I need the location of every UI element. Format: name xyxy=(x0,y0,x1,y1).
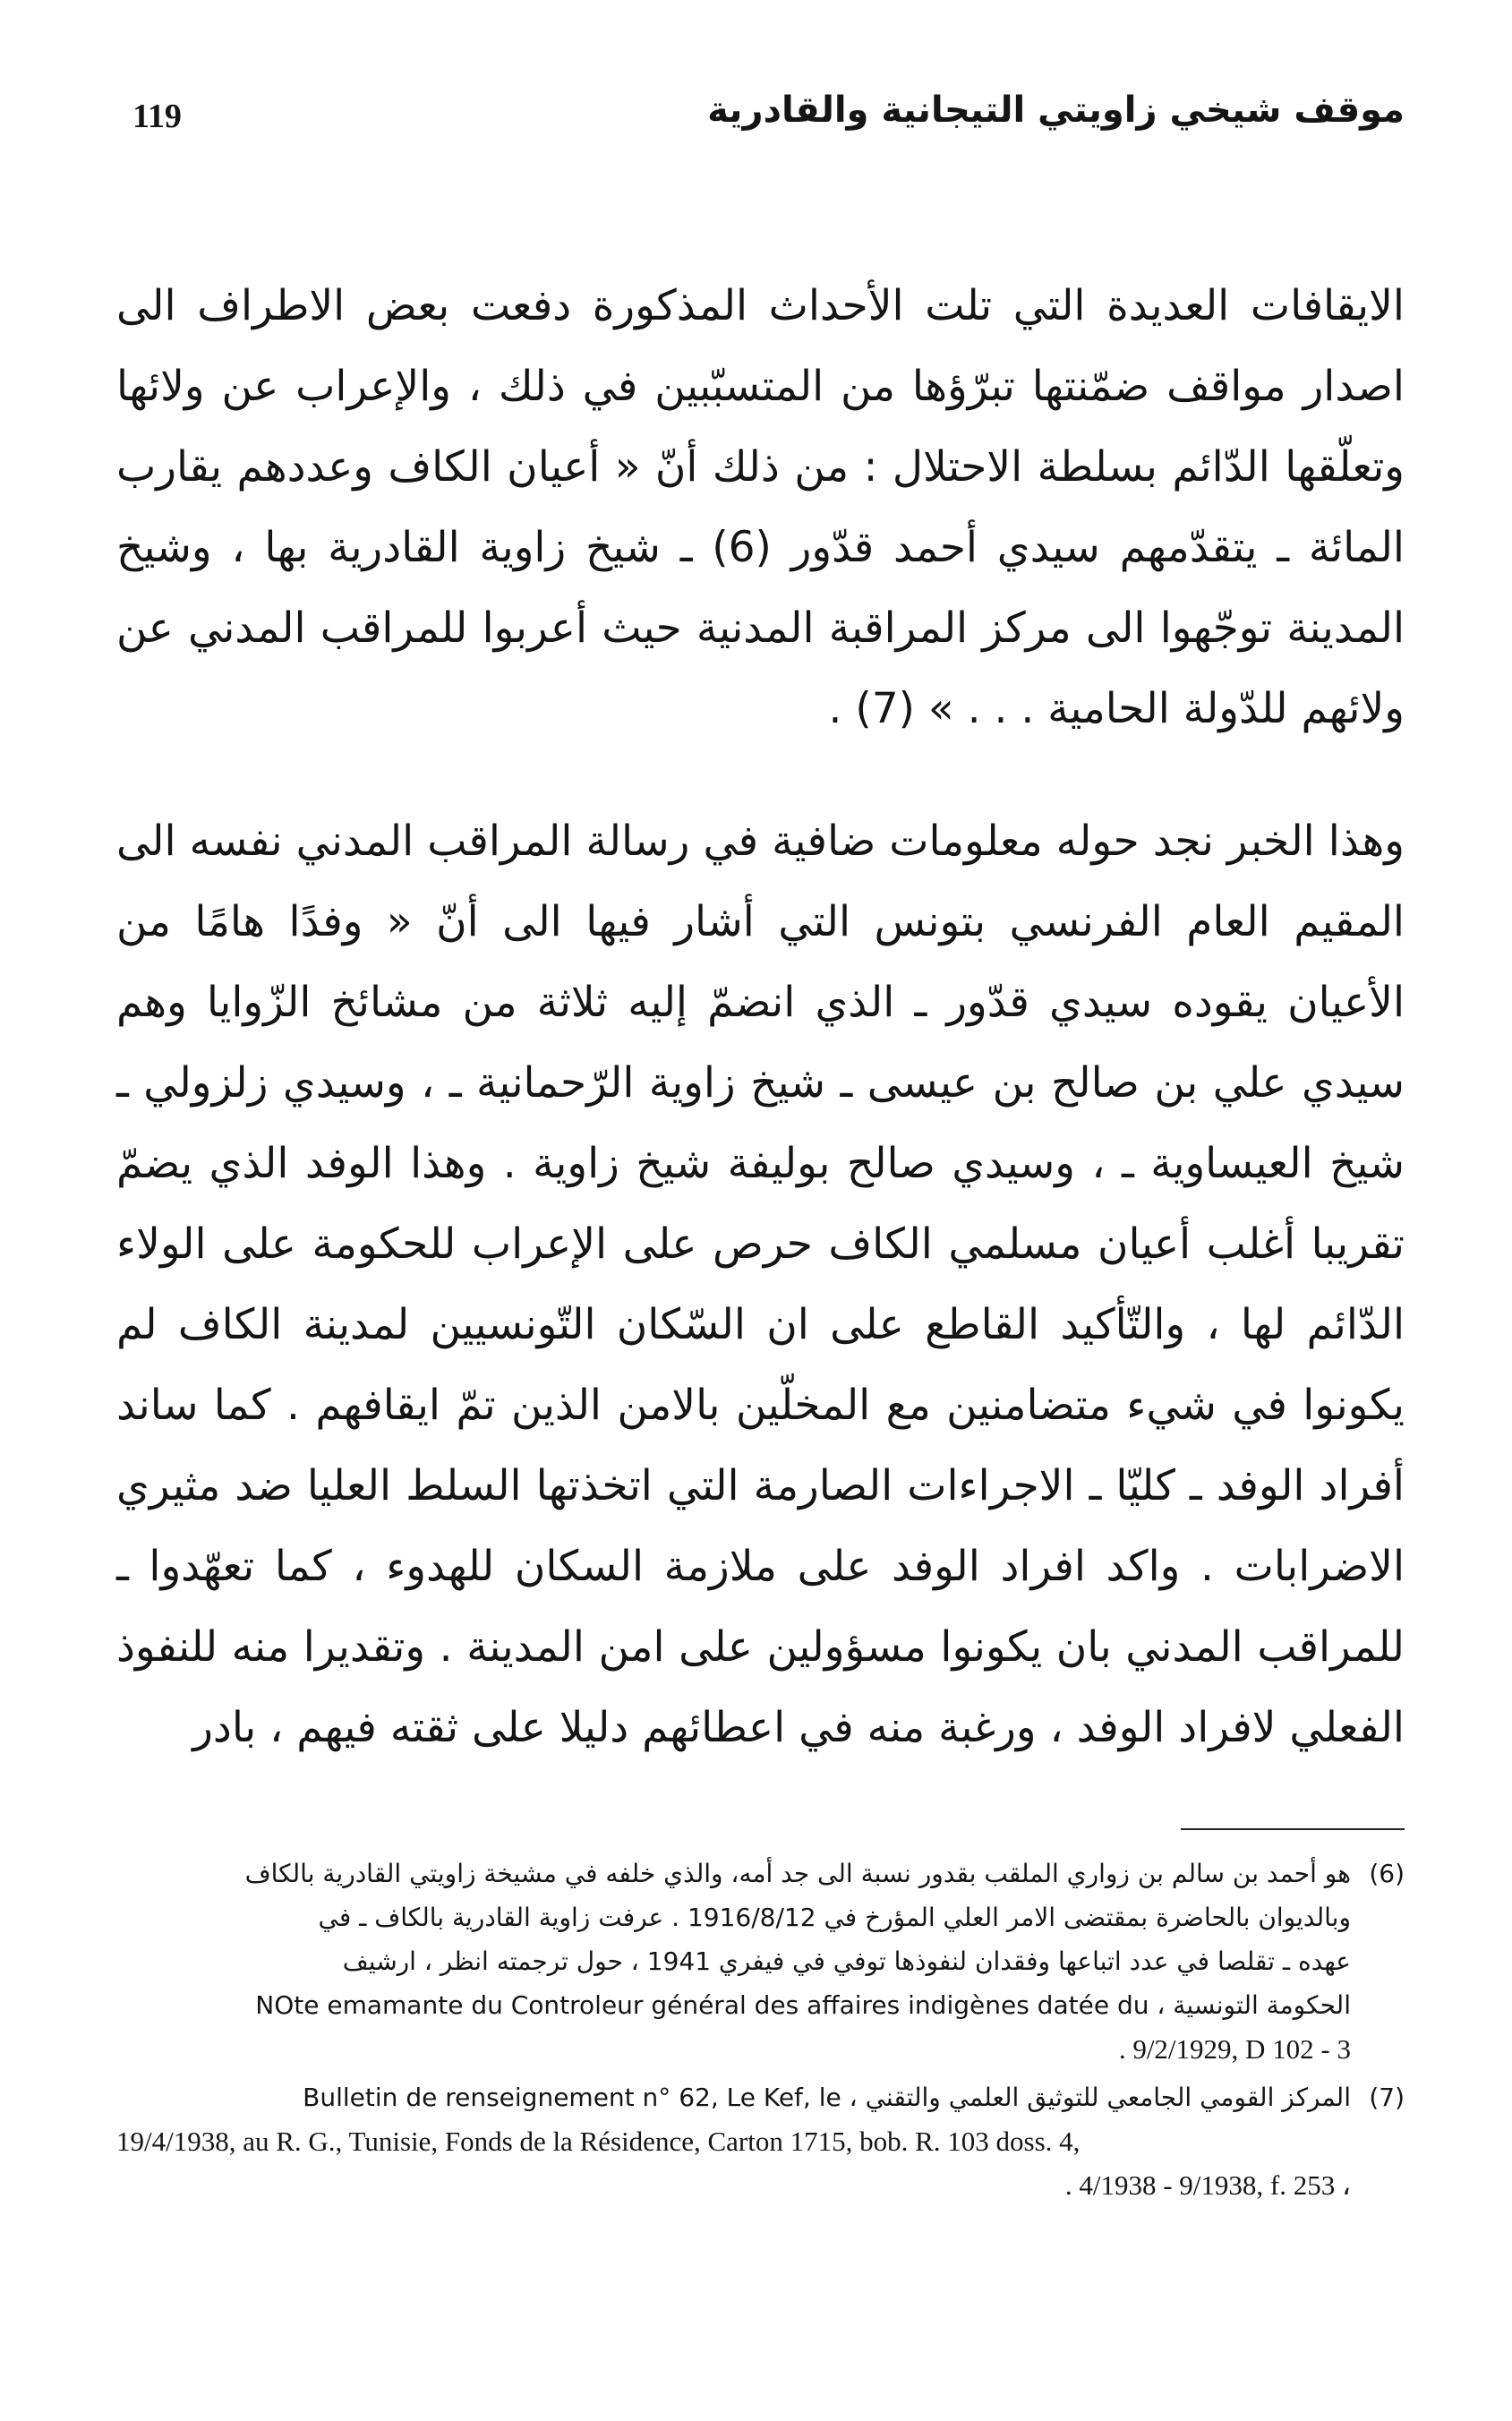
footnote-citation-line: 19/4/1938, au R. G., Tunisie, Fonds de la Résidence, Carton 1715, bob. R. 103 doss. 4, xyxy=(116,2126,1081,2157)
running-title: موقف شيخي زاويتي التيجانية والقادرية xyxy=(707,90,1405,131)
footnote-line: الحكومة التونسية ، NOte emamante du Controleur général des affaires indigènes datée du xyxy=(255,1990,1351,2020)
footnote-7 xyxy=(116,2075,1405,2207)
footnote-6 xyxy=(116,1852,1405,2071)
footnote-number: (6) xyxy=(1369,1859,1405,1888)
body-paragraph-2: وهذا الخبر نجد حوله معلومات ضافية في رسالة المراقب المدني نفسه الى المقيم العام الفرنسي بتونس التي أشار فيها الى أنّ « وفدًا هامًا من الأعيان يقوده سيدي قدّور ـ الذي انضمّ إليه ثلاثة من مشائخ الزّوايا وهم سيدي علي بن صالح بن عيسى ـ شيخ زاوية الرّحمانية ـ ، وسيدي زلزولي ـ شيخ العيساوية ـ ، وسيدي صالح بوليفة شيخ زاوية . وهذا الوفد الذي يضمّ تقريبا أغلب أعيان مسلمي الكاف حرص على الإعراب للحكومة على الولاء الدّائم لها ، والتّأكيد القاطع على ان السّكان التّونسيين لمدينة الكاف لم يكونوا في شيء متضامنين مع المخلّين بالامن الذين تمّ ايقافهم . كما ساند أفراد الوفد ـ كليّا ـ الاجراءات الصارمة التي اتخذتها السلط العليا ضد مثيري الاضرابات . واكد افراد الوفد على ملازمة السكان للهدوء ، كما تعهّدوا ـ للمراقب المدني بان يكونوا مسؤولين على امن المدينة . وتقديرا منه للنفوذ الفعلي لافراد الوفد ، ورغبة منه في اعطائهم دليلا على ثقته فيهم ، بادر xyxy=(116,817,1405,1752)
body-paragraph-1: الايقافات العديدة التي تلت الأحداث المذكورة دفعت بعض الاطراف الى اصدار مواقف ضمّنتها تبرّؤها من المتسبّبين في ذلك ، والإعراب عن ولائها وتعلّقها الدّائم بسلطة الاحتلال : من ذلك أنّ « أعيان الكاف وعددهم يقارب المائة ـ يتقدّمهم سيدي أحمد قدّور (6) ـ شيخ زاوية القادرية بها ، وشيخ المدينة توجّهوا الى مركز المراقبة المدنية حيث أعربوا للمراقب المدني عن ولائهم للدّولة الحامية . . . » (7) . xyxy=(116,281,1405,733)
footnote-line: المركز القومي الجامعي للتوثيق العلمي والتقني ، Bulletin de renseignement n° 62, Le Kef, le xyxy=(303,2083,1351,2112)
footnote-line: وبالديوان بالحاضرة بمقتضى الامر العلي المؤرخ في 1916/8/12 . عرفت زاوية القادرية بالكاف ـ في xyxy=(318,1903,1351,1932)
footnote-separator xyxy=(1181,1828,1405,1830)
page-number: 119 xyxy=(132,98,182,135)
footnote-line: عهده ـ تقلصا في عدد اتباعها وفقدان لنفوذها توفي في فيفري 1941 ، حول ترجمته انظر ، ارشيف xyxy=(342,1946,1351,1976)
page-header xyxy=(116,90,1405,152)
footnote-citation-line: . 9/2/1929, D 102 - 3 xyxy=(1118,2033,1351,2065)
footnote-line: هو أحمد بن سالم بن زواري الملقب بقدور نسبة الى جد أمه، والذي خلفه في مشيخة زاويتي القادرية بالكاف xyxy=(244,1859,1351,1888)
footnote-number: (7) xyxy=(1369,2083,1405,2112)
footnote-citation-line: . 4/1938 - 9/1938, f. 253 ، xyxy=(1064,2169,1351,2201)
